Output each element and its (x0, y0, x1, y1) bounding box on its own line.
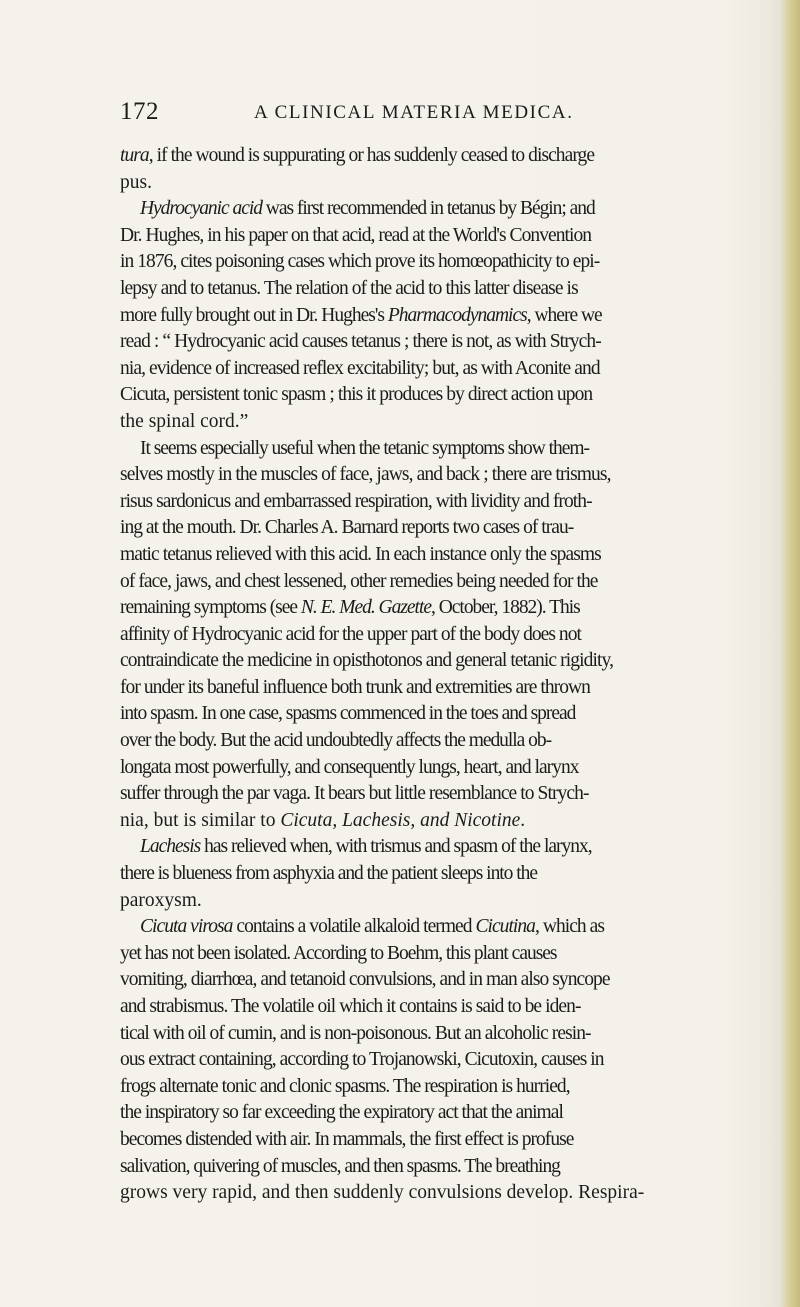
term-lachesis: Lachesis (140, 836, 201, 858)
term-pharmacodynamics: Pharmacodynamics (387, 304, 527, 326)
text-line: salivation, quivering of muscles, and then spasms. The breathing (120, 1155, 560, 1177)
paragraph-start-line: It seems especially useful when the tetanic symptoms show them- (140, 437, 589, 459)
text-line: affinity of Hydrocyanic acid for the upper part of the body does not (120, 623, 581, 645)
text-line: there is blueness from asphyxia and the patient sleeps into the (120, 863, 537, 885)
running-head: A CLINICAL MATERIA MEDICA. (254, 102, 574, 123)
text-line: for under its baneful influence both trunk and extremities are thrown (120, 676, 590, 698)
paragraph-start-line (120, 196, 790, 223)
text-line: ous extract containing, according to Trojanowski, Cicutoxin, causes in (120, 1049, 604, 1071)
text-line-part: . (520, 809, 526, 831)
term-cicutina: Cicutina (475, 916, 535, 938)
page-header (120, 98, 740, 130)
body-text (120, 143, 790, 1207)
text-line: into spasm. In one case, spasms commenced in the toes and spread (120, 703, 576, 725)
text-line: nia, evidence of increased reflex excitability; but, as with Aconite and (120, 357, 600, 379)
text-line: Dr. Hughes, in his paper on that acid, read at the World's Convention (120, 224, 592, 246)
text-line-part: , where we (526, 304, 602, 326)
text-line: in 1876, cites poisoning cases which prove its homœopathicity to epi- (120, 251, 600, 273)
text-line: tical with oil of cumin, and is non-poisonous. But an alcoholic resin- (120, 1022, 591, 1044)
text-line-part: more fully brought out in Dr. Hughes's (120, 304, 388, 326)
term-cicuta-lachesis-nicotine: Cicuta, Lachesis, and Nicotine (280, 809, 521, 831)
text-line-part: contains a volatile alkaloid termed (232, 916, 476, 938)
text-line: vomiting, diarrhœa, and tetanoid convulsions, and in man also syncope (120, 969, 610, 991)
text-line-rest: has relieved when, with trismus and spasm of the larynx, (200, 836, 592, 858)
text-line-rest: was first recommended in tetanus by Bégin; and (261, 198, 595, 220)
text-line-italic-start: tura (120, 145, 149, 166)
text-line: yet has not been isolated. According to Boehm, this plant causes (120, 942, 557, 964)
text-line (120, 143, 790, 170)
text-line: the spinal cord.” (120, 410, 249, 432)
text-line: ing at the mouth. Dr. Charles A. Barnard reports two cases of trau- (120, 517, 574, 539)
text-line: pus. (120, 171, 152, 193)
text-line: and strabismus. The volatile oil which it contains is said to be iden- (120, 996, 581, 1017)
text-line: the inspiratory so far exceeding the expiratory act that the animal (120, 1102, 563, 1124)
text-line: read : “ Hydrocyanic acid causes tetanus ; there is not, as with Strych- (120, 331, 601, 353)
text-line-part: nia, but is similar to (120, 809, 281, 831)
paragraph-start-line (120, 834, 790, 861)
text-line-rest: , if the wound is suppurating or has suddenly ceased to discharge (148, 145, 595, 166)
text-line: suffer through the par vaga. It bears but little resemblance to Strych- (120, 783, 589, 805)
text-line-part: , which as (534, 916, 604, 938)
text-line: contraindicate the medicine in opisthotonos and general tetanic rigidity, (120, 650, 614, 672)
text-line: risus sardonicus and embarrassed respiration, with lividity and froth- (120, 490, 592, 512)
term-journal: N. E. Med. Gazette (300, 597, 431, 619)
text-line: Cicuta, persistent tonic spasm ; this it produces by direct action upon (120, 384, 593, 406)
text-line (120, 808, 790, 835)
term-cicuta-virosa: Cicuta virosa (140, 916, 233, 938)
text-line: grows very rapid, and then suddenly convulsions develop. Respira- (120, 1182, 645, 1204)
text-line: longata most powerfully, and consequently lungs, heart, and larynx (120, 756, 579, 778)
paragraph-start-line (120, 914, 790, 941)
text-line (120, 303, 790, 330)
text-line: of face, jaws, and chest lessened, other remedies being needed for the (120, 570, 598, 592)
text-line: matic tetanus relieved with this acid. In each instance only the spasms (120, 543, 601, 565)
text-line: frogs alternate tonic and clonic spasms. The respiration is hurried, (120, 1075, 570, 1097)
term-hydrocyanic-acid: Hydrocyanic acid (140, 198, 262, 220)
text-line-part: , October, 1882). This (431, 597, 580, 619)
page-number: 172 (120, 98, 159, 125)
text-line: paroxysm. (120, 889, 202, 911)
text-line: over the body. But the acid undoubtedly affects the medulla ob- (120, 730, 552, 752)
text-line: selves mostly in the muscles of face, jaws, and back ; there are trismus, (120, 464, 611, 486)
text-line-part: remaining symptoms (see (120, 597, 301, 619)
text-line: becomes distended with air. In mammals, the first effect is profuse (120, 1128, 574, 1150)
text-line (120, 595, 790, 622)
text-line: lepsy and to tetanus. The relation of the acid to this latter disease is (120, 277, 578, 299)
